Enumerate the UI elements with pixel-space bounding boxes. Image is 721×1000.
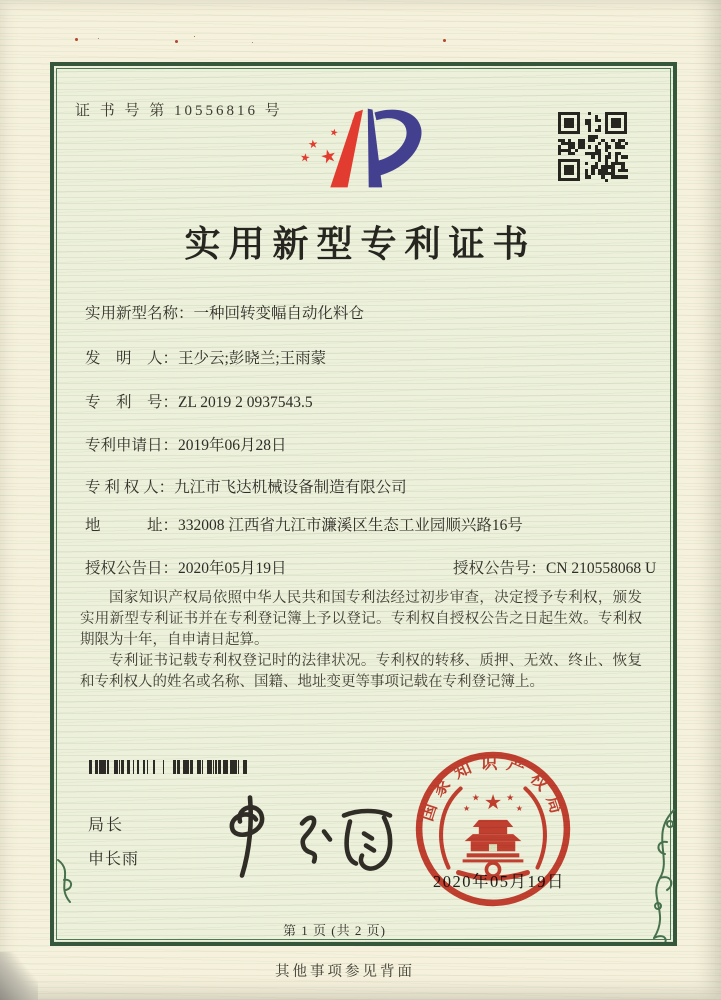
scan-specks bbox=[75, 38, 78, 41]
seal-date: 2020年05月19日 bbox=[433, 872, 565, 891]
field-pair-grant-no bbox=[453, 556, 656, 578]
commissioner-block bbox=[88, 812, 139, 869]
svg-text:★: ★ bbox=[515, 803, 523, 813]
qr-code bbox=[558, 112, 628, 182]
seal-agency-text: 国家知识产权局 bbox=[417, 753, 569, 824]
field-label: 授权公告号： bbox=[453, 560, 547, 577]
field-value: ZL 2019 2 0937543.5 bbox=[178, 394, 313, 411]
qr-finder-icon bbox=[605, 112, 627, 134]
svg-text:★: ★ bbox=[307, 138, 319, 152]
field-value: 2019年06月28日 bbox=[178, 437, 287, 454]
corner-flourish-icon bbox=[52, 858, 78, 904]
field-row-patentee bbox=[85, 475, 407, 497]
svg-text:★: ★ bbox=[318, 144, 339, 169]
svg-text:★: ★ bbox=[483, 791, 503, 814]
commissioner-name: 申长雨 bbox=[88, 851, 140, 868]
commissioner-title: 局长 bbox=[88, 817, 125, 834]
svg-text:★: ★ bbox=[299, 151, 311, 166]
field-value: 一种回转变幅自动化料仓 bbox=[193, 305, 365, 322]
field-value: CN 210558068 U bbox=[546, 560, 657, 577]
field-row-inventors bbox=[85, 346, 326, 368]
commissioner-signature bbox=[198, 792, 398, 880]
svg-text:★: ★ bbox=[328, 126, 340, 140]
field-row-filing-date bbox=[85, 433, 287, 455]
legal-paragraph-1: 国家知识产权局依照中华人民共和国专利法经过初步审查，决定授予专利权，颁发实用新型专利证书并在专利登记簿上予以登记。专利权自授权公告之日起生效。专利权期限为十年，自申请日起算。 bbox=[80, 590, 642, 648]
page-number: 第 1 页 (共 2 页) bbox=[283, 923, 386, 938]
field-label: 专 利 号： bbox=[85, 394, 179, 411]
field-row-patent-no bbox=[85, 390, 313, 412]
cnipa-logo-icon bbox=[290, 101, 458, 197]
field-value: 332008 江西省九江市濂溪区生态工业园顺兴路16号 bbox=[178, 517, 523, 534]
page-corner-shadow bbox=[0, 952, 38, 1000]
svg-text:★: ★ bbox=[463, 803, 471, 813]
field-label: 专利申请日： bbox=[85, 437, 179, 454]
svg-text:★: ★ bbox=[350, 114, 361, 127]
barcode bbox=[85, 760, 250, 774]
field-label: 发 明 人： bbox=[85, 350, 179, 367]
field-row-name bbox=[85, 301, 364, 323]
certificate-number: 证 书 号 第 10556816 号 bbox=[75, 103, 283, 119]
qr-finder-icon bbox=[558, 112, 580, 134]
national-emblem-icon bbox=[463, 792, 524, 863]
legal-text-block bbox=[80, 588, 642, 693]
field-value: 王少云;彭晓兰;王雨蒙 bbox=[178, 350, 327, 367]
back-note: 其他事项参见背面 bbox=[275, 964, 415, 980]
field-value: 2020年05月19日 bbox=[178, 560, 287, 577]
svg-text:★: ★ bbox=[506, 792, 515, 803]
field-label: 授权公告日： bbox=[85, 560, 179, 577]
certificate-title: 实用新型专利证书 bbox=[184, 224, 537, 264]
field-label: 专 利 权 人： bbox=[85, 479, 175, 496]
field-row-address bbox=[85, 513, 523, 535]
field-row-grant bbox=[85, 556, 657, 578]
svg-text:★: ★ bbox=[471, 792, 480, 803]
qr-finder-icon bbox=[558, 159, 580, 181]
legal-paragraph-2: 专利证书记载专利权登记时的法律状况。专利权的转移、质押、无效、终止、恢复和专利权人的姓名或名称、国籍、地址变更等事项记载在专利登记簿上。 bbox=[80, 653, 642, 690]
field-label: 地 址： bbox=[85, 517, 179, 534]
field-value: 九江市飞达机械设备制造有限公司 bbox=[174, 479, 407, 496]
corner-flourish-icon bbox=[634, 806, 678, 942]
field-label: 实用新型名称： bbox=[85, 305, 194, 322]
